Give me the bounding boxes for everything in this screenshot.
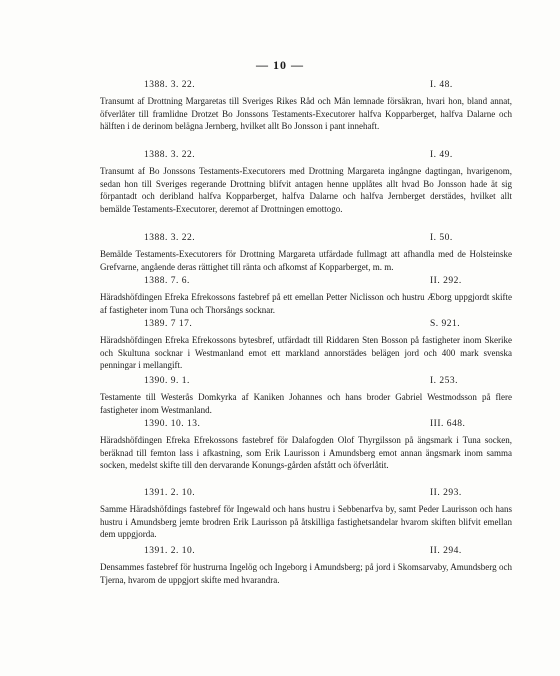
entry-text: Transumt af Bo Jonssons Testaments-Executorers med Drottning Margareta ingångne dagtingan, hvarigenom, sedan hon till Sveriges regerande Drottning blifvit antagen henne upplåtes allt hvad Bo Jonsson hade ät sig förpantadt och deribland halfva Kopparberget, halfva Dalarne och halfva Jernberget derstädes, hvilket allt bemälde Testaments-Executorer, deremot af Drottningen emottogo. [100, 166, 512, 214]
entry-header [100, 376, 512, 388]
page-number: — 10 — [256, 58, 304, 72]
entry-date: 1391. 2. 10. [144, 488, 196, 498]
entry-header [100, 419, 512, 431]
entry-text: Bemälde Testaments-Executorers för Drottning Margareta utfärdade fullmagt att afhandla med de Holsteinske Grefvarne, angående deras rättighet till ränta och afkomst af Kopparberget, m. m. [100, 249, 512, 272]
register-entry [100, 319, 512, 372]
entry-date: 1389. 7 17. [144, 319, 193, 329]
register-entry [100, 80, 512, 133]
entry-reference: I. 253. [430, 376, 459, 386]
entry-header [100, 546, 512, 558]
entry-date: 1391. 2. 10. [144, 546, 196, 556]
register-entry [100, 150, 512, 215]
entry-header [100, 80, 512, 92]
register-entry [100, 419, 512, 472]
entry-text: Samme Häradshöfdings fastebref för Ingewald och hans hustru i Sebbenarfva by, samt Peder Laurisson och hans hustru i Amundsberg jemte brodren Erik Laurisson på åtskilliga fastighetsandelar hvarom skiften blifvit emellan dem uppgjorda. [100, 504, 512, 540]
entry-reference: II. 294. [430, 546, 462, 556]
entry-date: 1388. 3. 22. [144, 80, 196, 90]
entry-reference: I. 50. [430, 233, 453, 243]
register-entry [100, 276, 512, 316]
entry-text: Densammes fastebref för hustrurna Ingelög och Ingeborg i Amundsberg; på jord i Skomsarvaby, Amundsberg och Tjerna, hvarom de uppgjort skifte med hvarandra. [100, 562, 512, 585]
entry-reference: S. 921. [430, 319, 461, 329]
register-entry [100, 488, 512, 541]
entry-text: Häradshöfdingen Efreka Efrekossons fastebref för Dalafogden Olof Thyrgilsson på ängsmark i Tuna socken, beräknad till femton lass i afkastning, som Erik Laurisson i Amundsberg emot annan ängsmark inom samma socken, medelst skifte till den dervarande Konungs-gården afstått och öfverlåtit. [100, 435, 512, 471]
entry-reference: II. 293. [430, 488, 462, 498]
register-entry [100, 546, 512, 586]
entry-text: Häradshöfdingen Efreka Efrekossons bytesbref, utfärdadt till Riddaren Sten Bosson på fastigheter inom Skerike och Skultuna socknar i Westmanland emot ett markland annorstädes belägen jord och 400 mark svenska penningar i mellangift. [100, 335, 512, 371]
entry-date: 1390. 9. 1. [144, 376, 190, 386]
entry-text: Transumt af Drottning Margaretas till Sveriges Rikes Råd och Män lemnade försäkran, hvari hon, bland annat, öfverlåter till framlidne Drotzet Bo Jonssons Testaments-Executorer halfva Kopparberget, halfva Dalarne och hälften i de derinom belägna Jernberg, hvilket allt Bo Jonsson i pant innehaft. [100, 96, 512, 132]
entry-header [100, 488, 512, 500]
entry-header [100, 319, 512, 331]
entry-date: 1388. 3. 22. [144, 150, 196, 160]
entry-reference: II. 292. [430, 276, 462, 286]
entry-date: 1388. 3. 22. [144, 233, 196, 243]
entry-header [100, 233, 512, 245]
entry-text: Testamente till Westerås Domkyrka af Kaniken Johannes och hans broder Gabriel Westmodsson på flere fastigheter inom Westmanland. [100, 392, 512, 415]
register-entry [100, 376, 512, 416]
entry-reference: III. 648. [430, 419, 466, 429]
register-entry [100, 233, 512, 273]
entry-text: Häradshöfdingen Efreka Efrekossons fastebref på ett emellan Petter Niclisson och hustru Æborg uppgjordt skifte af fastigheter inom Tuna och Thorsångs socknar. [100, 292, 512, 315]
entry-reference: I. 49. [430, 150, 453, 160]
entry-header [100, 150, 512, 162]
entry-date: 1388. 7. 6. [144, 276, 190, 286]
entry-reference: I. 48. [430, 80, 453, 90]
entry-header [100, 276, 512, 288]
entry-date: 1390. 10. 13. [144, 419, 201, 429]
